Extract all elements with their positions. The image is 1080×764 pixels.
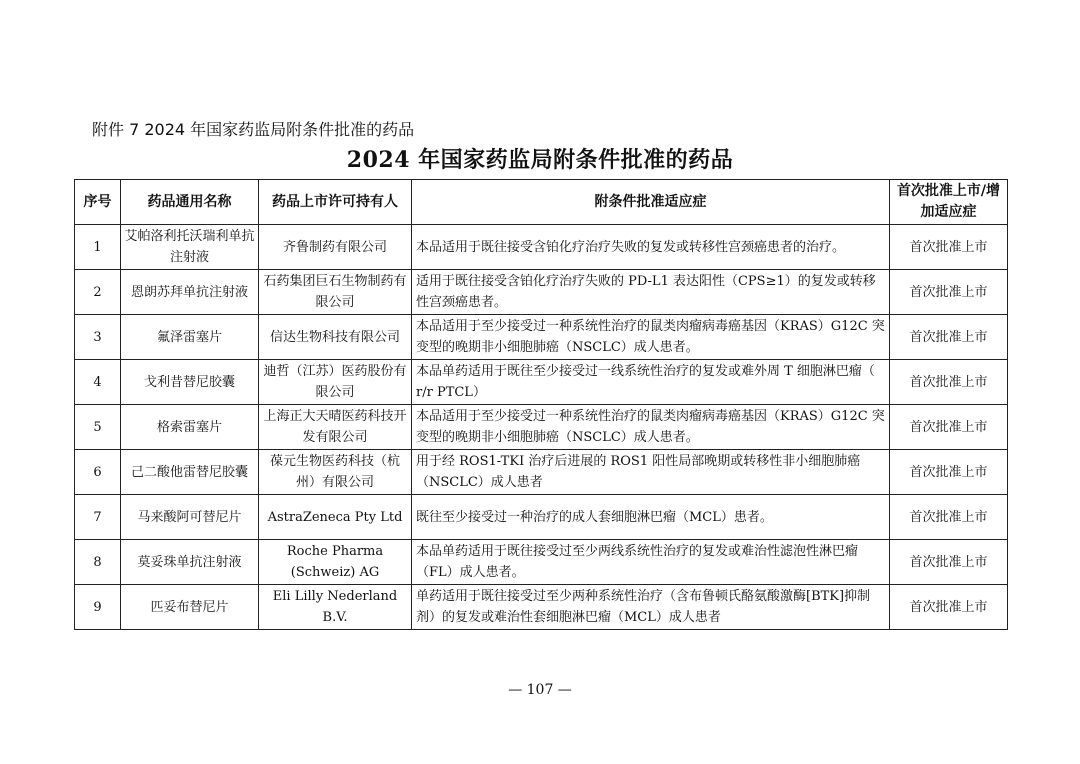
table-row xyxy=(75,270,1008,315)
indication: 本品单药适用于既往至少接受过一线系统性治疗的复发或难外周 T 细胞淋巴瘤（ r/r PTCL） xyxy=(412,360,890,405)
license-holder: 石药集团巨石生物制药有限公司 xyxy=(259,270,412,315)
column-header-holder: 药品上市许可持有人 xyxy=(259,180,412,225)
column-header-name: 药品通用名称 xyxy=(121,180,259,225)
row-number: 7 xyxy=(75,495,121,540)
row-number: 4 xyxy=(75,360,121,405)
indication: 单药适用于既往接受过至少两种系统性治疗（含布鲁顿氏酪氨酸激酶[BTK]抑制剂）的复发或难治性套细胞淋巴瘤（MCL）成人患者 xyxy=(412,585,890,630)
indication: 本品适用于至少接受过一种系统性治疗的鼠类肉瘤病毒癌基因（KRAS）G12C 突变型的晚期非小细胞肺癌（NSCLC）成人患者。 xyxy=(412,405,890,450)
drug-name: 马来酸阿可替尼片 xyxy=(121,495,259,540)
row-number: 3 xyxy=(75,315,121,360)
license-holder: 迪哲（江苏）医药股份有限公司 xyxy=(259,360,412,405)
license-holder: AstraZeneca Pty Ltd xyxy=(259,495,412,540)
page-title: 2024 年国家药监局附条件批准的药品 xyxy=(346,147,734,173)
approval-status: 首次批准上市 xyxy=(890,270,1008,315)
approval-status: 首次批准上市 xyxy=(890,450,1008,495)
license-holder: 齐鲁制药有限公司 xyxy=(259,225,412,270)
approval-status: 首次批准上市 xyxy=(890,540,1008,585)
approval-status: 首次批准上市 xyxy=(890,315,1008,360)
drug-name: 己二酸他雷替尼胶囊 xyxy=(121,450,259,495)
approval-status: 首次批准上市 xyxy=(890,495,1008,540)
drug-name: 恩朗苏拜单抗注射液 xyxy=(121,270,259,315)
drug-name: 氟泽雷塞片 xyxy=(121,315,259,360)
indication: 用于经 ROS1-TKI 治疗后进展的 ROS1 阳性局部晚期或转移性非小细胞肺癌（NSCLC）成人患者 xyxy=(412,450,890,495)
row-number: 2 xyxy=(75,270,121,315)
approval-table xyxy=(74,179,1008,630)
license-holder: Roche Pharma (Schweiz) AG xyxy=(259,540,412,585)
drug-name: 格索雷塞片 xyxy=(121,405,259,450)
indication: 本品单药适用于既往接受过至少两线系统性治疗的复发或难治性滤泡性淋巴瘤（FL）成人患者。 xyxy=(412,540,890,585)
table-row xyxy=(75,495,1008,540)
drug-name: 戈利昔替尼胶囊 xyxy=(121,360,259,405)
row-number: 9 xyxy=(75,585,121,630)
approval-status: 首次批准上市 xyxy=(890,585,1008,630)
indication: 适用于既往接受含铂化疗治疗失败的 PD-L1 表达阳性（CPS≥1）的复发或转移性宫颈癌患者。 xyxy=(412,270,890,315)
row-number: 1 xyxy=(75,225,121,270)
table-header-row xyxy=(75,180,1008,225)
indication: 本品适用于既往接受含铂化疗治疗失败的复发或转移性宫颈癌患者的治疗。 xyxy=(412,225,890,270)
row-number: 8 xyxy=(75,540,121,585)
approval-status: 首次批准上市 xyxy=(890,225,1008,270)
table-row xyxy=(75,585,1008,630)
page-number: — 107 — xyxy=(508,682,572,698)
table-row xyxy=(75,360,1008,405)
approval-status: 首次批准上市 xyxy=(890,405,1008,450)
attachment-title: 附件 7 2024 年国家药监局附条件批准的药品 xyxy=(92,120,415,139)
column-header-no: 序号 xyxy=(75,180,121,225)
indication: 既往至少接受过一种治疗的成人套细胞淋巴瘤（MCL）患者。 xyxy=(412,495,890,540)
table-row xyxy=(75,540,1008,585)
approval-status: 首次批准上市 xyxy=(890,360,1008,405)
row-number: 6 xyxy=(75,450,121,495)
column-header-status: 首次批准上市/增加适应症 xyxy=(890,180,1008,225)
table-row xyxy=(75,405,1008,450)
drug-name: 匹妥布替尼片 xyxy=(121,585,259,630)
column-header-indication: 附条件批准适应症 xyxy=(412,180,890,225)
license-holder: Eli Lilly Nederland B.V. xyxy=(259,585,412,630)
table-row xyxy=(75,450,1008,495)
indication: 本品适用于至少接受过一种系统性治疗的鼠类肉瘤病毒癌基因（KRAS）G12C 突变型的晚期非小细胞肺癌（NSCLC）成人患者。 xyxy=(412,315,890,360)
drug-name: 艾帕洛利托沃瑞利单抗注射液 xyxy=(121,225,259,270)
table-row xyxy=(75,225,1008,270)
row-number: 5 xyxy=(75,405,121,450)
license-holder: 葆元生物医药科技（杭州）有限公司 xyxy=(259,450,412,495)
table-row xyxy=(75,315,1008,360)
drug-name: 莫妥珠单抗注射液 xyxy=(121,540,259,585)
license-holder: 信达生物科技有限公司 xyxy=(259,315,412,360)
license-holder: 上海正大天晴医药科技开发有限公司 xyxy=(259,405,412,450)
